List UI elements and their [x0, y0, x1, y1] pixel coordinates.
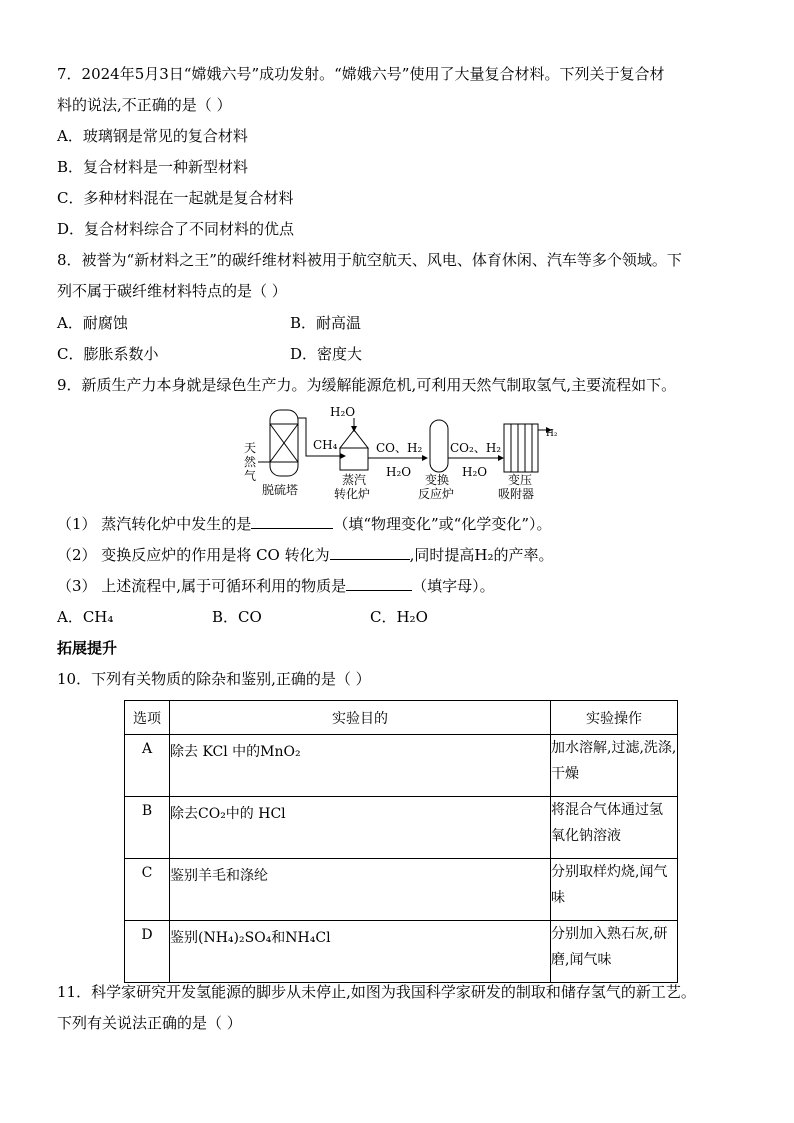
table-row — [125, 921, 678, 983]
q7-option-c: C．多种材料混在一起就是复合材料 — [57, 189, 294, 207]
header-operation: 实验操作 — [551, 701, 678, 735]
q7-option-b: B．复合材料是一种新型材料 — [57, 158, 249, 176]
steam-reformer-icon — [340, 430, 368, 470]
row-purpose: 鉴别羊毛和涤纶 — [170, 859, 551, 921]
q9-option-a: A．CH₄ — [57, 608, 114, 626]
q9-sub1 — [57, 514, 552, 534]
q11-stem-line2: 下列有关说法正确的是（ ） — [57, 1014, 242, 1032]
row-option: C — [125, 859, 170, 921]
section-title: 拓展提升 — [57, 639, 118, 657]
row-operation — [551, 921, 678, 983]
q8-option-d: D．密度大 — [290, 345, 363, 363]
q9-sub2-text: （2） 变换反应炉的作用是将 CO 转化为 — [57, 546, 330, 564]
q7-stem-line1: 7．2024年5月3日“嫦娥六号”成功发射。“嫦娥六号”使用了大量复合材料。下列关于复合材 — [57, 65, 665, 83]
header-purpose: 实验目的 — [170, 701, 551, 735]
q8-stem-line1: 8．被誉为“新材料之王”的碳纤维材料被用于航空航天、风电、体育休闲、汽车等多个领域。下 — [57, 251, 682, 269]
q10-stem: 10．下列有关物质的除杂和鉴别,正确的是（ ） — [57, 670, 371, 688]
q8-stem-line2: 列不属于碳纤维材料特点的是（ ） — [57, 282, 287, 300]
shift-reactor-label-2: 反应炉 — [418, 487, 455, 501]
q9-sub3-answer-blank[interactable] — [346, 576, 412, 591]
q9-option-b: B．CO — [212, 608, 262, 626]
psa-adsorber-label-1: 变压 — [508, 473, 533, 487]
q9-sub3-text: （3） 上述流程中,属于可循环利用的物质是 — [57, 577, 347, 595]
header-option: 选项 — [125, 701, 170, 735]
q9-sub2 — [57, 545, 554, 565]
h2o-mid-label-1: H₂O — [386, 465, 412, 479]
q10-table — [124, 700, 678, 983]
q9-sub2-answer-blank[interactable] — [330, 545, 410, 560]
row-operation — [551, 735, 678, 797]
natural-gas-label-3: 气 — [244, 469, 257, 483]
row-option: B — [125, 797, 170, 859]
row-operation-line2: 干燥 — [551, 766, 579, 782]
row-operation-line1: 将混合气体通过氢 — [551, 802, 663, 818]
q9-sub1-text: （1） 蒸汽转化炉中发生的是 — [57, 515, 252, 533]
row-operation-line2: 味 — [551, 890, 565, 906]
row-operation — [551, 797, 678, 859]
natural-gas-label-1: 天 — [244, 441, 257, 455]
h2-output-label: H₂ — [546, 429, 558, 439]
shift-reactor-label-1: 变换 — [425, 473, 450, 487]
q9-sub3 — [57, 576, 495, 596]
q9-sub1-answer-blank[interactable] — [251, 514, 333, 529]
co2-h2-label: CO₂、H₂ — [450, 441, 502, 455]
table-row — [125, 735, 678, 797]
psa-adsorber-icon — [504, 424, 538, 472]
process-flow-diagram — [236, 402, 566, 504]
row-operation-line1: 分别取样灼烧,闻气 — [551, 864, 668, 880]
row-operation — [551, 859, 678, 921]
row-operation-line2: 氧化钠溶液 — [551, 828, 621, 844]
h2o-mid-label-2: H₂O — [462, 465, 488, 479]
psa-adsorber-label-2: 吸附器 — [498, 487, 535, 501]
q9-stem: 9．新质生产力本身就是绿色生产力。为缓解能源危机,可利用天然气制取氢气,主要流程如下。 — [57, 376, 677, 394]
steam-reformer-label-1: 蒸汽 — [342, 473, 367, 487]
natural-gas-label-2: 然 — [244, 455, 257, 469]
shift-reactor-icon — [430, 420, 448, 472]
q8-option-a: A．耐腐蚀 — [57, 314, 128, 332]
co-h2-label-1: CO、H₂ — [376, 441, 423, 455]
steam-reformer-label-2: 转化炉 — [334, 487, 371, 501]
row-option: D — [125, 921, 170, 983]
h2o-top-label: H₂O — [330, 405, 356, 419]
ch4-label: CH₄ — [313, 438, 338, 452]
table-header-row — [125, 701, 678, 735]
desulfurization-tower-icon — [270, 410, 298, 476]
row-purpose: 除去CO₂中的 HCl — [170, 797, 551, 859]
q9-option-c: C．H₂O — [370, 608, 428, 626]
table-row — [125, 859, 678, 921]
q9-sub3-hint: （填字母）。 — [412, 577, 495, 595]
row-operation-line1: 加水溶解,过滤,洗涤, — [551, 740, 677, 756]
q7-option-d: D．复合材料综合了不同材料的优点 — [57, 220, 295, 238]
q9-sub1-hint: （填“物理变化”或“化学变化”）。 — [333, 515, 552, 533]
row-operation-line2: 磨,闻气味 — [551, 952, 612, 968]
q7-option-a: A．玻璃钢是常见的复合材料 — [57, 127, 248, 145]
row-operation-line1: 分别加入熟石灰,研 — [551, 926, 668, 942]
row-purpose: 除去 KCl 中的MnO₂ — [170, 735, 551, 797]
q9-sub2-hint: ,同时提高H₂的产率。 — [409, 546, 554, 564]
desulfurization-tower-label: 脱硫塔 — [262, 483, 299, 497]
q8-option-c: C．膨胀系数小 — [57, 345, 159, 363]
row-purpose: 鉴别(NH₄)₂SO₄和NH₄Cl — [170, 921, 551, 983]
q7-stem-line2: 料的说法,不正确的是（ ） — [57, 96, 232, 114]
table-row — [125, 797, 678, 859]
row-option: A — [125, 735, 170, 797]
q11-stem-line1: 11．科学家研究开发氢能源的脚步从未停止,如图为我国科学家研发的制取和储存氢气的新工艺。 — [57, 983, 696, 1001]
q8-option-b: B．耐高温 — [290, 314, 362, 332]
